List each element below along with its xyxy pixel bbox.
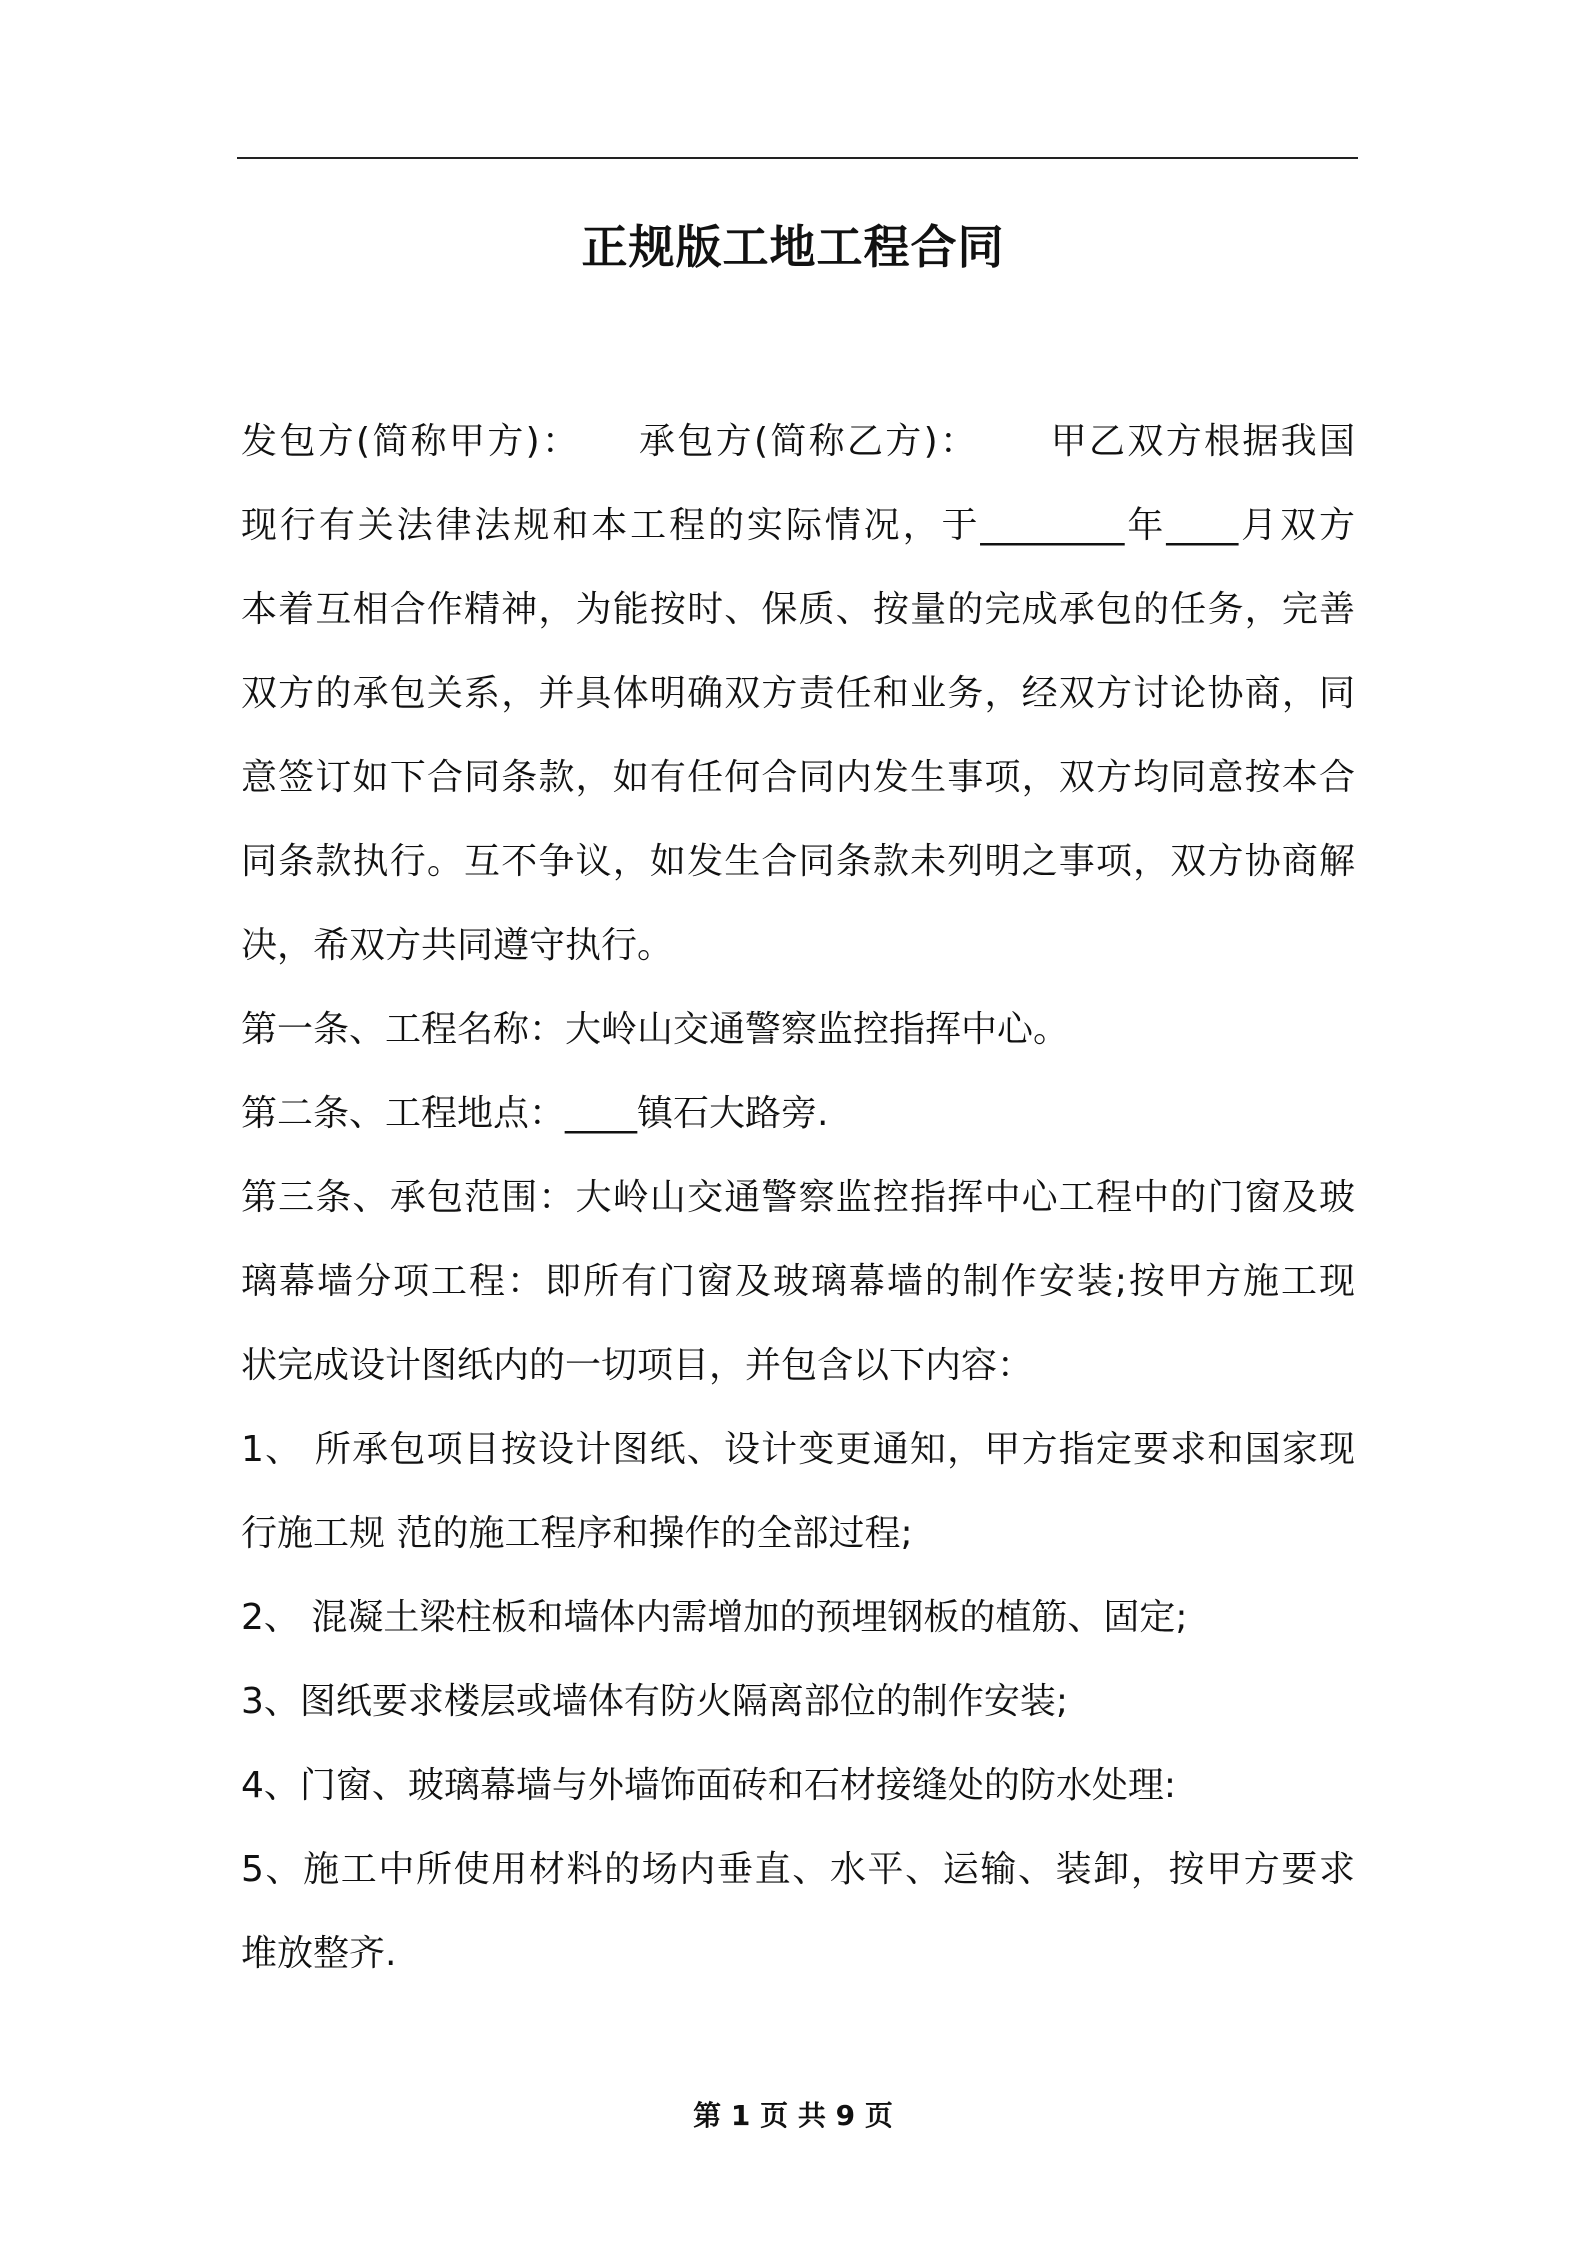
scope-item-5-cont: 堆放整齐.	[241, 1933, 397, 1974]
header-rule	[237, 157, 1358, 159]
scope-item-5: 5、施工中所使用材料的场内垂直、水平、运输、装卸，按甲方要求	[241, 1849, 1355, 1890]
scope-item-1: 1、 所承包项目按设计图纸、设计变更通知，甲方指定要求和国家现	[241, 1429, 1355, 1470]
contract-body	[241, 400, 1355, 1996]
body-line: 意签订如下合同条款，如有任何合同内发生事项，双方均同意按本合	[241, 757, 1355, 798]
scope-item-2: 2、 混凝土梁柱板和墙体内需增加的预埋钢板的植筋、固定;	[241, 1597, 1188, 1638]
body-line: 双方的承包关系，并具体明确双方责任和业务，经双方讨论协商，同	[241, 673, 1355, 714]
body-line: 发包方(简称甲方)： 承包方(简称乙方)： 甲乙双方根据我国	[241, 421, 1355, 462]
body-line: 本着互相合作精神，为能按时、保质、按量的完成承包的任务，完善	[241, 589, 1355, 630]
body-line: 璃幕墙分项工程：即所有门窗及玻璃幕墙的制作安装;按甲方施工现	[241, 1261, 1355, 1302]
scope-item-4: 4、门窗、玻璃幕墙与外墙饰面砖和石材接缝处的防水处理:	[241, 1765, 1177, 1806]
body-line: 同条款执行。互不争议，如发生合同条款未列明之事项，双方协商解	[241, 841, 1355, 882]
scope-item-3: 3、图纸要求楼层或墙体有防火隔离部位的制作安装;	[241, 1681, 1069, 1722]
body-line: 现行有关法律法规和本工程的实际情况，于________年____月双方	[241, 505, 1355, 546]
article-1-project-name: 第一条、工程名称：大岭山交通警察监控指挥中心。	[241, 1009, 1070, 1050]
article-3-contract-scope: 第三条、承包范围：大岭山交通警察监控指挥中心工程中的门窗及玻	[241, 1177, 1355, 1218]
page-number: 第 1 页 共 9 页	[693, 2099, 893, 2132]
body-line: 决，希双方共同遵守执行。	[241, 925, 674, 966]
scope-item-1-cont: 行施工规 范的施工程序和操作的全部过程;	[241, 1513, 913, 1554]
document-title: 正规版工地工程合同	[581, 220, 1005, 274]
body-line: 状完成设计图纸内的一切项目，并包含以下内容：	[241, 1345, 1034, 1386]
article-2-project-location: 第二条、工程地点：____镇石大路旁.	[241, 1093, 829, 1134]
